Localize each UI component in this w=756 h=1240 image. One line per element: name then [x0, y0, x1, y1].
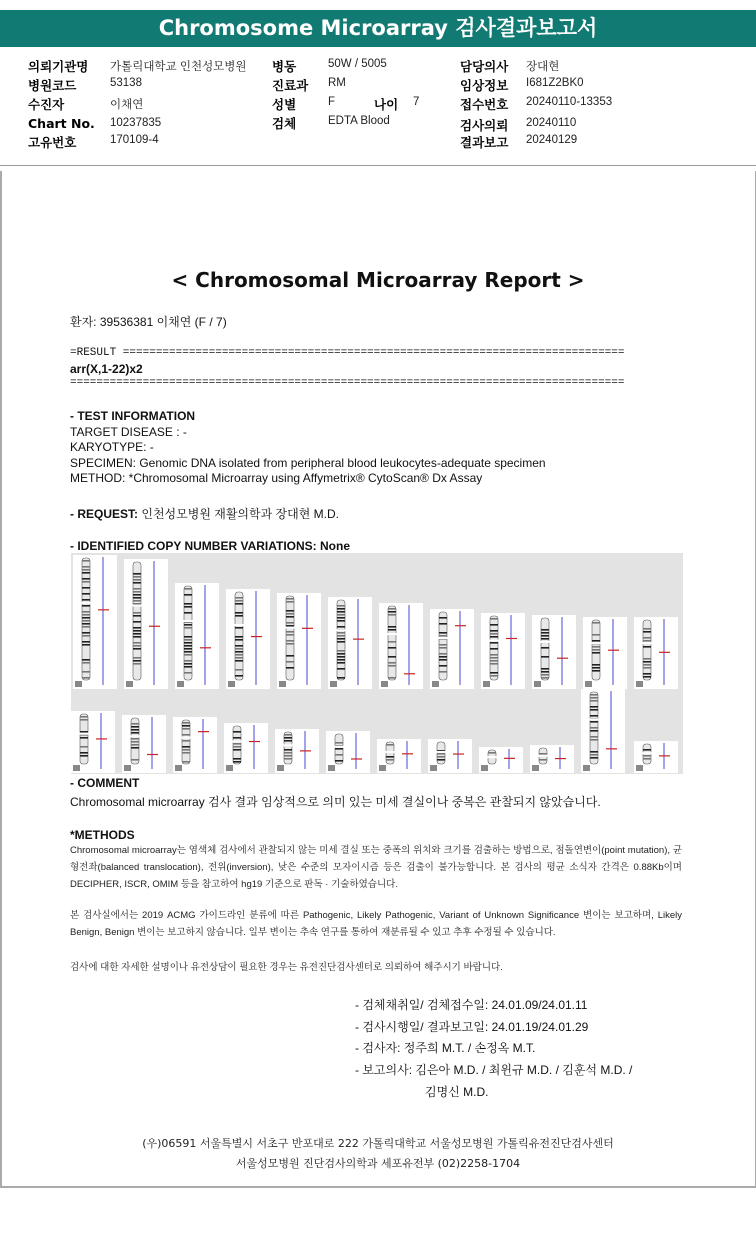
chromosome-3: [175, 583, 219, 689]
age-value: 7: [413, 96, 420, 108]
report-title-bar: [0, 10, 756, 47]
request-date-value: 20240110: [526, 117, 577, 129]
report-heading: < Chromosomal Microarray Report >: [171, 268, 585, 292]
accession-label: 접수번호: [460, 97, 509, 112]
patient-name-label: 수진자: [28, 97, 65, 112]
comment-heading: - COMMENT: [70, 776, 140, 790]
methods-paragraph-1: Chromosomal microarray는 염색체 검사에서 관찰되지 않는 미세 결실 또는 중폭의 위치와 크기를 검출하는 방법으로, 점돌연변이(point mutation), 균형전좌(balanced translocation), 전위(inversion), 낮은 수준의 모자이시즘 등은 검출이 불가능합니다. 본 검사의 평균 소식자 간격은 0.88Kb이며 DECIPHER, ISCR, OMIM 등을 참고하여 hg19 기준으로 판독 · 기술하였습니다.: [70, 845, 682, 890]
ward-value: 50W / 5005: [328, 58, 387, 70]
specimen-value: EDTA Blood: [328, 115, 390, 127]
hospital-code-label: 병원코드: [28, 78, 77, 93]
ward-label: 병동: [272, 59, 297, 74]
chromosome-11: [583, 617, 627, 689]
chromosome-12: [634, 617, 678, 689]
chromosome-19: [377, 739, 421, 773]
methods-paragraph-2: 본 검사실에서는 2019 ACMG 가이드라인 분류에 따른 Pathogenic, Likely Pathogenic, Variant of Unknown Significance 변이는 보고하며, Likely Benign, Benign 변이는 보고하지 않습니다. 일부 변이는 추속 연구를 통하여 재분류될 수 있고 추후 수정될 수 있습니다.: [70, 910, 682, 938]
patient-name-value: 이채연: [110, 99, 144, 111]
request-date-label: 검사의뢰: [460, 118, 509, 133]
department-label: 진료과: [272, 78, 309, 93]
reporters-line-2: 김명신 M.D.: [425, 1085, 489, 1099]
institution-value: 가톨릭대학교 인천성모병원: [110, 61, 247, 73]
dates-test: - 검사시행일/ 결과보고일: 24.01.19/24.01.29: [355, 1020, 589, 1034]
report-date-value: 20240129: [526, 134, 578, 146]
chromosome-22: [530, 745, 574, 773]
chromosome-7: [379, 603, 423, 689]
request-value: 인천성모병원 재활의학과 장대현 M.D.: [141, 507, 339, 521]
chromosome-13: [71, 711, 115, 773]
methods-heading: *METHODS: [70, 828, 135, 842]
specimen-label: 검체: [272, 116, 297, 131]
sex-value: F: [328, 96, 336, 108]
request-label: - REQUEST:: [70, 507, 139, 521]
age-label: 나이: [374, 97, 399, 112]
sex-label: 성별: [272, 97, 297, 112]
result-value: arr(X,1-22)x2: [70, 362, 143, 376]
target-disease: TARGET DISEASE : -: [70, 425, 187, 439]
chromosome-5: [277, 593, 321, 689]
footer-address: (우)06591 서울특별시 서초구 반포대로 222 가톨릭대학교 서울성모병원 가톨릭유전진단검사센터: [142, 1137, 614, 1150]
chromosome-14: [122, 715, 166, 773]
cnv-heading: - IDENTIFIED COPY NUMBER VARIATIONS: None: [70, 539, 351, 553]
physician-value: 장대현: [526, 61, 560, 73]
chromosome-21: [479, 747, 523, 773]
comment-text: Chromosomal microarray 검사 결과 임상적으로 의미 있는 미세 결실이나 중복은 관찰되지 않았습니다.: [70, 795, 601, 809]
footer-contact: 서울성모병원 진단검사의학과 세포유전부 (02)2258-1704: [235, 1157, 521, 1170]
method-line: METHOD: *Chromosomal Microarray using Affymetrix® CytoScan® Dx Assay: [70, 471, 483, 485]
unique-no-value: 170109-4: [110, 134, 159, 146]
hospital-code-value: 53138: [110, 77, 142, 89]
chart-no-label: Chart No.: [28, 116, 95, 131]
chromosome-10: [532, 615, 576, 689]
physician-label: 담당의사: [460, 59, 509, 74]
chromosome-6: [328, 597, 372, 689]
chromosome-9: [481, 613, 525, 689]
chart-no-value: 10237835: [110, 117, 162, 129]
karyogram-panel: [71, 553, 683, 774]
chromosome-4: [226, 589, 270, 689]
clinical-info-value: I681Z2BK0: [526, 77, 584, 89]
report-date-label: 결과보고: [460, 135, 509, 150]
accession-value: 20240110-13353: [526, 96, 613, 108]
test-info-heading: - TEST INFORMATION: [70, 409, 196, 423]
chromosome-1: [73, 555, 117, 689]
chromosome-16: [224, 723, 268, 773]
chromosome-Y: [634, 741, 678, 773]
methods-paragraph-3: 검사에 대한 자세한 설명이나 유전상담이 필요한 경우는 유전진단검사센터로 의뢰하여 해주시기 바랍니다.: [70, 962, 503, 973]
chromosome-2: [124, 559, 168, 689]
department-value: RM: [328, 77, 346, 89]
chromosome-8: [430, 609, 474, 689]
dates-collection: - 검체채취일/ 검체접수일: 24.01.09/24.01.11: [355, 998, 588, 1012]
result-line: =RESULT ============================================================================: [70, 347, 625, 359]
patient-line: 환자: 39536381 이채연 (F / 7): [70, 315, 227, 329]
unique-no-label: 고유번호: [28, 135, 77, 150]
chromosome-17: [275, 729, 319, 773]
specimen-line: SPECIMEN: Genomic DNA isolated from peripheral blood leukocytes-adequate specimen: [70, 456, 546, 470]
chromosome-20: [428, 739, 472, 773]
karyotype: KARYOTYPE: -: [70, 440, 154, 454]
chromosome-18: [326, 731, 370, 773]
result-rule: ====================================================================================: [70, 377, 625, 389]
clinical-info-label: 임상정보: [460, 78, 509, 93]
patient-header: [0, 47, 756, 166]
report-title: Chromosome Microarray 검사결과보고서: [158, 16, 598, 40]
chromosome-15: [173, 717, 217, 773]
karyogram-image: [71, 553, 683, 774]
reporters-line: - 보고의사: 김은아 M.D. / 최윈규 M.D. / 김훈석 M.D. /: [355, 1063, 633, 1077]
institution-label: 의뢰기관명: [28, 59, 89, 74]
testers-line: - 검사자: 정주희 M.T. / 손정옥 M.T.: [355, 1041, 536, 1055]
chromosome-X: [581, 689, 625, 773]
